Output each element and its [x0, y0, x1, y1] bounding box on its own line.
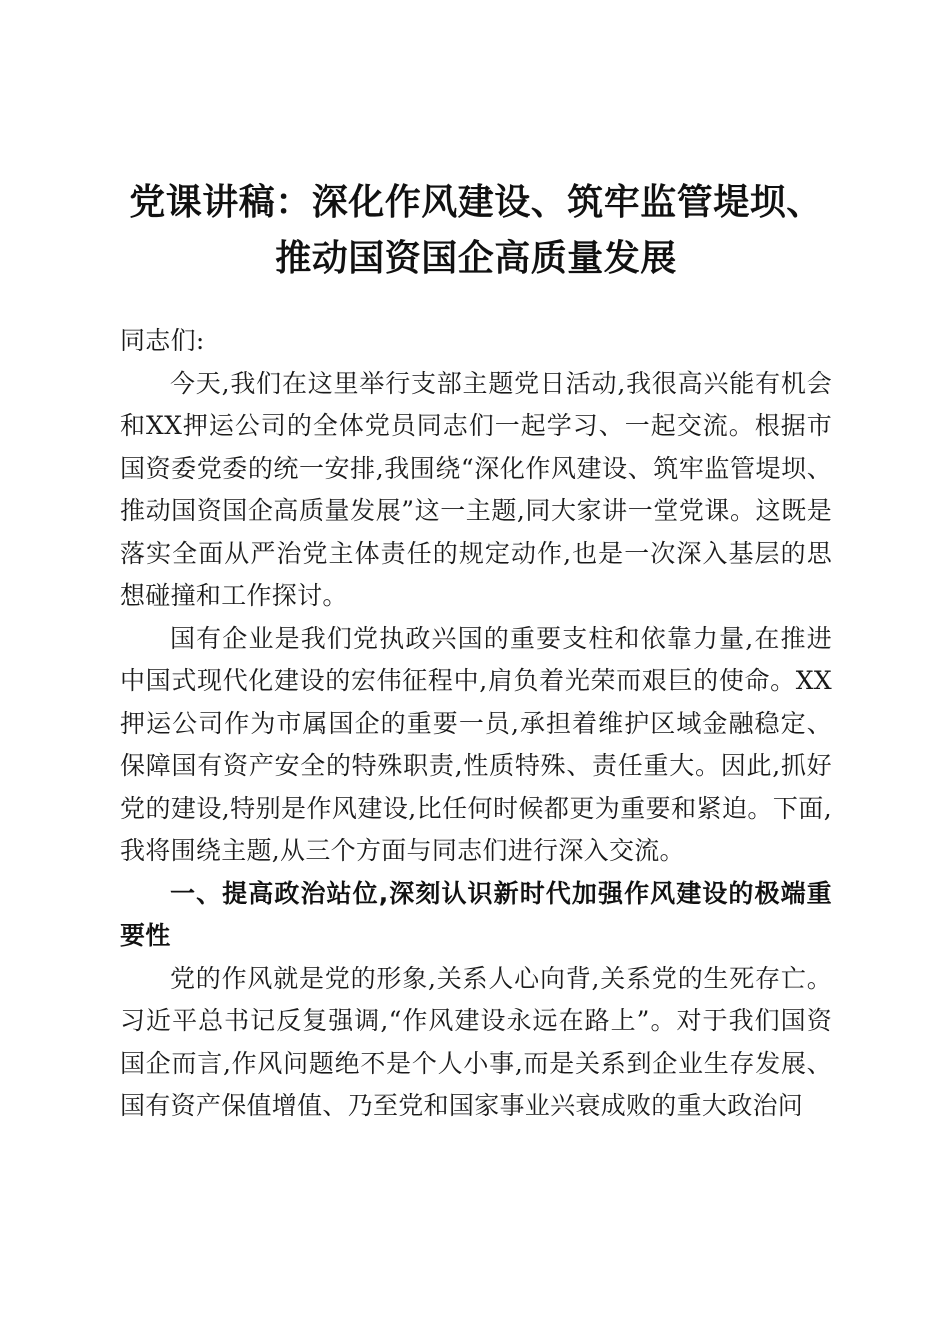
document-title: 党课讲稿：深化作风建设、筑牢监管堤坝、推动国资国企高质量发展	[129, 181, 823, 279]
paragraph-intro: 今天,我们在这里举行支部主题党日活动,我很高兴能有机会和XX押运公司的全体党员同志们一起学习、一起交流。根据市国资委党委的统一安排,我围绕“深化作风建设、筑牢监管堤坝、推动国资国企高质量发展”这一主题,同大家讲一堂党课。这既是落实全面从严治党主体责任的规定动作,也是一次深入基层的思想碰撞和工作探讨。	[120, 368, 832, 610]
section-heading: 一、提高政治站位,深刻认识新时代加强作风建设的极端重要性	[120, 878, 832, 950]
paragraph-background: 国有企业是我们党执政兴国的重要支柱和依靠力量,在推进中国式现代化建设的宏伟征程中,肩负着光荣而艰巨的使命。XX押运公司作为市属国企的重要一员,承担着维护区域金融稳定、保障国有资产安全的特殊职责,性质特殊、责任重大。因此,抓好党的建设,特别是作风建设,比任何时候都更为重要和紧迫。下面,我将围绕主题,从三个方面与同志们进行深入交流。	[120, 623, 832, 865]
document-body	[120, 320, 832, 1128]
section-paragraph: 党的作风就是党的形象,关系人心向背,关系党的生死存亡。习近平总书记反复强调,“作风建设永远在路上”。对于我们国资国企而言,作风问题绝不是个人小事,而是关系到企业生存发展、国有资产保值增值、乃至党和国家事业兴衰成败的重大政治问	[120, 963, 832, 1120]
greeting: 同志们:	[120, 326, 205, 355]
